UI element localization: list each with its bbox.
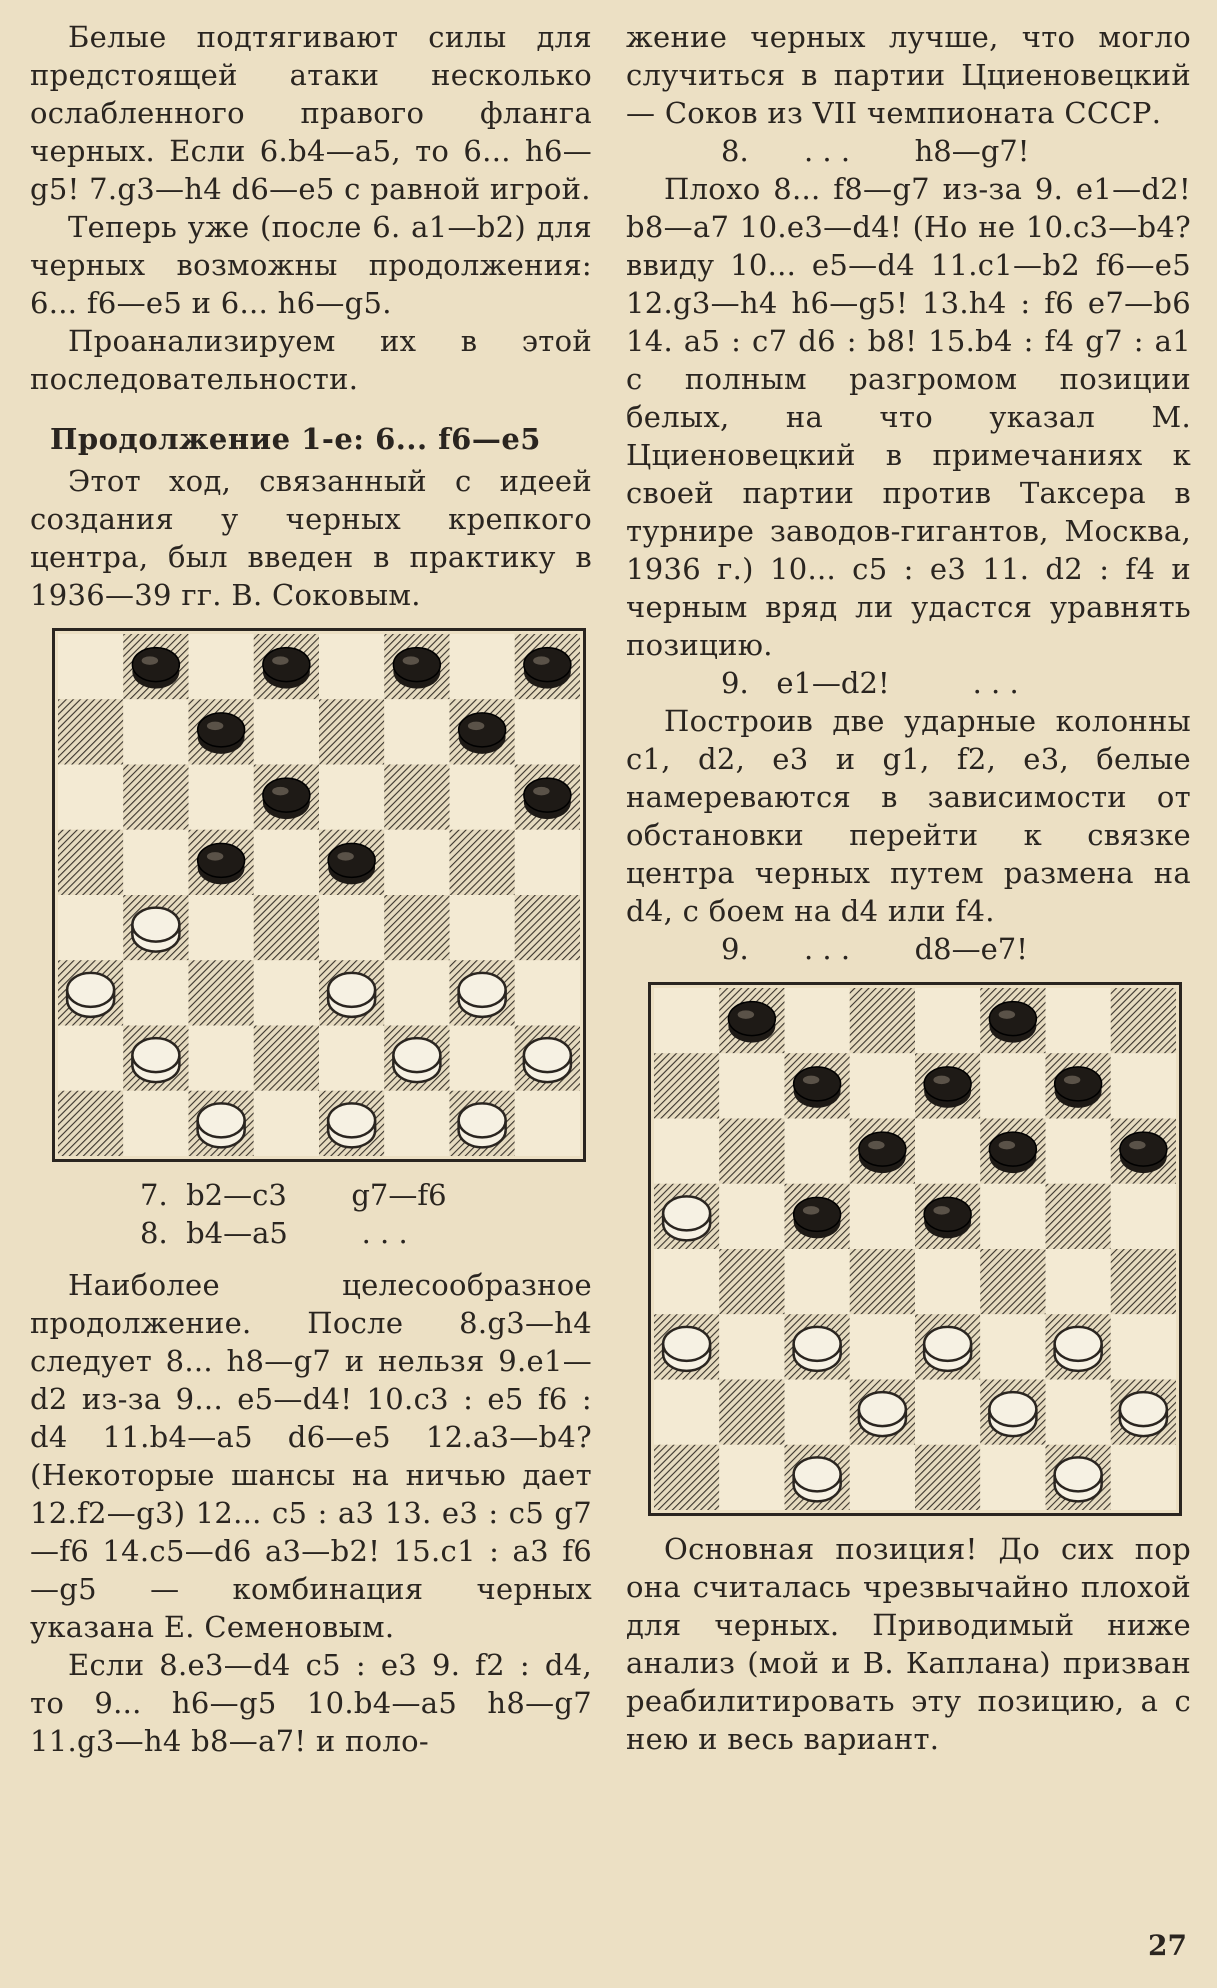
- square-a6: [58, 765, 123, 830]
- square-b7: [719, 1053, 784, 1118]
- white-checker-f2: [393, 1038, 440, 1082]
- white-checker-f2: [989, 1392, 1036, 1436]
- black-checker-c5: [198, 843, 245, 884]
- square-f7: [384, 699, 449, 764]
- black-checker-e7: [924, 1067, 971, 1108]
- paragraph: Проанализируем их в этой последовательности.: [30, 324, 592, 396]
- square-a8: [654, 988, 719, 1053]
- square-b7: [123, 699, 188, 764]
- black-checker-h6: [524, 778, 571, 819]
- square-a6: [654, 1119, 719, 1184]
- square-d5: [850, 1184, 915, 1249]
- square-g2: [450, 1026, 515, 1091]
- black-checker-b8: [728, 1002, 775, 1043]
- square-h8: [1111, 988, 1176, 1053]
- right-column: [626, 18, 1191, 1758]
- paragraph: Если 8.e3—d4 c5 : e3 9. f2 : d4, то 9... h6—g5 10.b4—a5 h8—g7 11.g3—h4 b8—a7! и поло-: [30, 1648, 592, 1758]
- square-f7: [980, 1053, 1045, 1118]
- square-d2: [254, 1026, 319, 1091]
- black-checker-f8: [989, 1002, 1036, 1043]
- square-h7: [1111, 1053, 1176, 1118]
- square-g2: [1046, 1380, 1111, 1445]
- square-f3: [980, 1314, 1045, 1379]
- white-checker-g1: [1055, 1457, 1102, 1501]
- square-d8: [850, 988, 915, 1053]
- square-b1: [719, 1445, 784, 1510]
- black-checker-e5: [328, 843, 375, 884]
- black-checker-h6: [1120, 1132, 1167, 1173]
- black-checker-e5: [924, 1197, 971, 1238]
- square-a2: [58, 1026, 123, 1091]
- white-checker-b2: [132, 1038, 179, 1082]
- square-b5: [123, 830, 188, 895]
- black-checker-d8: [263, 648, 310, 689]
- square-g8: [450, 634, 515, 699]
- square-c6: [785, 1119, 850, 1184]
- square-e7: [319, 699, 384, 764]
- square-b5: [719, 1184, 784, 1249]
- square-d3: [850, 1314, 915, 1379]
- square-c8: [785, 988, 850, 1053]
- white-checker-h2: [524, 1038, 571, 1082]
- square-e6: [319, 765, 384, 830]
- paragraph: Основная позиция! До сих пор она считалась чрезвычайно плохой для черных. Приводимый ниже анализ (мой и В. Каплана) призван реабилитировать эту позицию, а с нею и весь вариант.: [626, 1532, 1191, 1756]
- square-b4: [719, 1249, 784, 1314]
- square-h5: [1111, 1184, 1176, 1249]
- white-checker-c1: [198, 1103, 245, 1147]
- square-c2: [189, 1026, 254, 1091]
- black-checker-d6: [263, 778, 310, 819]
- paragraph: Плохо 8... f8—g7 из-за 9. e1—d2! b8—a7 10.e3—d4! (Но не 10.c3—b4? ввиду 10... e5—d4 11.c1—b2 f6—e5 12.g3—h4 h6—g5! 13.h4 : f6 e7—b6 14. a5 : c7 d6 : b8! 15.b4 : f4 g7 : a1 с полным разгромом позиции белых, на что указал М. Цциеновецкий в примечаниях к своей партии против Таксера в турнире заводов-гигантов, Москва, 1936 г.) 10... c5 : e3 11. d2 : f4 и черным вряд ли удастся уравнять позицию.: [626, 172, 1191, 662]
- white-checker-g1: [459, 1103, 506, 1147]
- square-g8: [1046, 988, 1111, 1053]
- move-line: 8. . . . h8—g7!: [721, 134, 1030, 168]
- square-e2: [915, 1380, 980, 1445]
- square-h1: [515, 1091, 580, 1156]
- square-f4: [384, 895, 449, 960]
- square-e8: [915, 988, 980, 1053]
- white-checker-a3: [663, 1327, 710, 1371]
- square-a4: [58, 895, 123, 960]
- checkers-diagram-2: [626, 982, 1191, 1516]
- white-checker-a3: [67, 973, 114, 1017]
- square-h3: [515, 960, 580, 1025]
- square-a4: [654, 1249, 719, 1314]
- square-f5: [980, 1184, 1045, 1249]
- white-checker-g3: [1055, 1327, 1102, 1371]
- square-a2: [654, 1380, 719, 1445]
- square-h3: [1111, 1314, 1176, 1379]
- section-heading: Продолжение 1-е: 6... f6—e5: [50, 422, 541, 456]
- paragraph: жение черных лучше, что могло случиться в партии Цциеновецкий — Соков из VII чемпионата СССР.: [626, 20, 1191, 130]
- checkers-diagram-1: [30, 628, 592, 1162]
- square-e6: [915, 1119, 980, 1184]
- square-f3: [384, 960, 449, 1025]
- white-checker-c1: [794, 1457, 841, 1501]
- square-c4: [189, 895, 254, 960]
- square-d1: [254, 1091, 319, 1156]
- square-h5: [515, 830, 580, 895]
- black-checker-f6: [989, 1132, 1036, 1173]
- square-b6: [719, 1119, 784, 1184]
- checkers-board: [52, 628, 586, 1162]
- square-h4: [1111, 1249, 1176, 1314]
- square-f6: [384, 765, 449, 830]
- square-d3: [254, 960, 319, 1025]
- square-d7: [254, 699, 319, 764]
- square-b1: [123, 1091, 188, 1156]
- square-g6: [1046, 1119, 1111, 1184]
- square-g6: [450, 765, 515, 830]
- square-g5: [1046, 1184, 1111, 1249]
- move-line: 9. e1—d2! . . .: [721, 666, 1019, 700]
- white-checker-c3: [794, 1327, 841, 1371]
- paragraph: Белые подтягивают силы для предстоящей атаки несколько ослабленного правого фланга черных. Если 6.b4—a5, то 6... h6—g5! 7.g3—h4 d6—e5 с равной игрой.: [30, 20, 592, 206]
- square-a1: [58, 1091, 123, 1156]
- square-a7: [654, 1053, 719, 1118]
- square-a7: [58, 699, 123, 764]
- square-d1: [850, 1445, 915, 1510]
- white-checker-a5: [663, 1196, 710, 1240]
- square-e4: [915, 1249, 980, 1314]
- black-checker-h8: [524, 648, 571, 689]
- square-f1: [980, 1445, 1045, 1510]
- square-b3: [123, 960, 188, 1025]
- square-e1: [915, 1445, 980, 1510]
- square-d4: [254, 895, 319, 960]
- move-line: 9. . . . d8—e7!: [721, 932, 1028, 966]
- square-b6: [123, 765, 188, 830]
- black-checker-g7: [459, 713, 506, 754]
- square-a1: [654, 1445, 719, 1510]
- black-checker-c5: [794, 1197, 841, 1238]
- square-c3: [189, 960, 254, 1025]
- white-checker-e1: [328, 1103, 375, 1147]
- white-checker-h2: [1120, 1392, 1167, 1436]
- square-h1: [1111, 1445, 1176, 1510]
- square-f4: [980, 1249, 1045, 1314]
- square-b2: [719, 1380, 784, 1445]
- black-checker-f8: [393, 648, 440, 689]
- square-e2: [319, 1026, 384, 1091]
- square-a5: [58, 830, 123, 895]
- black-checker-g7: [1055, 1067, 1102, 1108]
- square-c6: [189, 765, 254, 830]
- square-h7: [515, 699, 580, 764]
- paragraph: Наиболее целесообразное продолжение. После 8.g3—h4 следует 8... h8—g7 и нельзя 9.e1—d2 из-за 9... e5—d4! 10.c3 : e5 f6 : d4 11.b4—a5 d6—e5 12.a3—b4? (Некоторые шансы на ничью дает 12.f2—g3) 12... c5 : a3 13. e3 : c5 g7—f6 14.c5—d6 a3—b2! 15.c1 : a3 f6—g5 — комбинация черных указана Е. Семеновым.: [30, 1268, 592, 1644]
- white-checker-e3: [328, 973, 375, 1017]
- square-b3: [719, 1314, 784, 1379]
- black-checker-c7: [794, 1067, 841, 1108]
- square-h4: [515, 895, 580, 960]
- square-a8: [58, 634, 123, 699]
- white-checker-d2: [859, 1392, 906, 1436]
- square-c8: [189, 634, 254, 699]
- square-g5: [450, 830, 515, 895]
- move-line: 8. b4—a5 . . .: [140, 1216, 408, 1250]
- square-f1: [384, 1091, 449, 1156]
- page-number: 27: [1148, 1929, 1187, 1962]
- square-g4: [1046, 1249, 1111, 1314]
- black-checker-b8: [132, 648, 179, 689]
- white-checker-b4: [132, 908, 179, 952]
- white-checker-g3: [459, 973, 506, 1017]
- left-column: [30, 18, 592, 1760]
- square-g4: [450, 895, 515, 960]
- black-checker-c7: [198, 713, 245, 754]
- square-d7: [850, 1053, 915, 1118]
- square-f5: [384, 830, 449, 895]
- paragraph: Теперь уже (после 6. a1—b2) для черных возможны продолжения: 6... f6—e5 и 6... h6—g5.: [30, 210, 592, 320]
- square-c4: [785, 1249, 850, 1314]
- square-e4: [319, 895, 384, 960]
- checkers-board: [648, 982, 1182, 1516]
- square-e8: [319, 634, 384, 699]
- white-checker-e3: [924, 1327, 971, 1371]
- paragraph: Построив две ударные колонны c1, d2, e3 и g1, f2, e3, белые намереваются в зависимости от обстановки перейти к связке центра черных путем размена на d4, с боем на d4 или f4.: [626, 704, 1191, 928]
- square-c2: [785, 1380, 850, 1445]
- black-checker-d6: [859, 1132, 906, 1173]
- move-line: 7. b2—c3 g7—f6: [140, 1178, 447, 1212]
- square-d5: [254, 830, 319, 895]
- paragraph: Этот ход, связанный с идеей создания у черных крепкого центра, был введен в практику в 1936—39 гг. В. Соковым.: [30, 464, 592, 612]
- square-d4: [850, 1249, 915, 1314]
